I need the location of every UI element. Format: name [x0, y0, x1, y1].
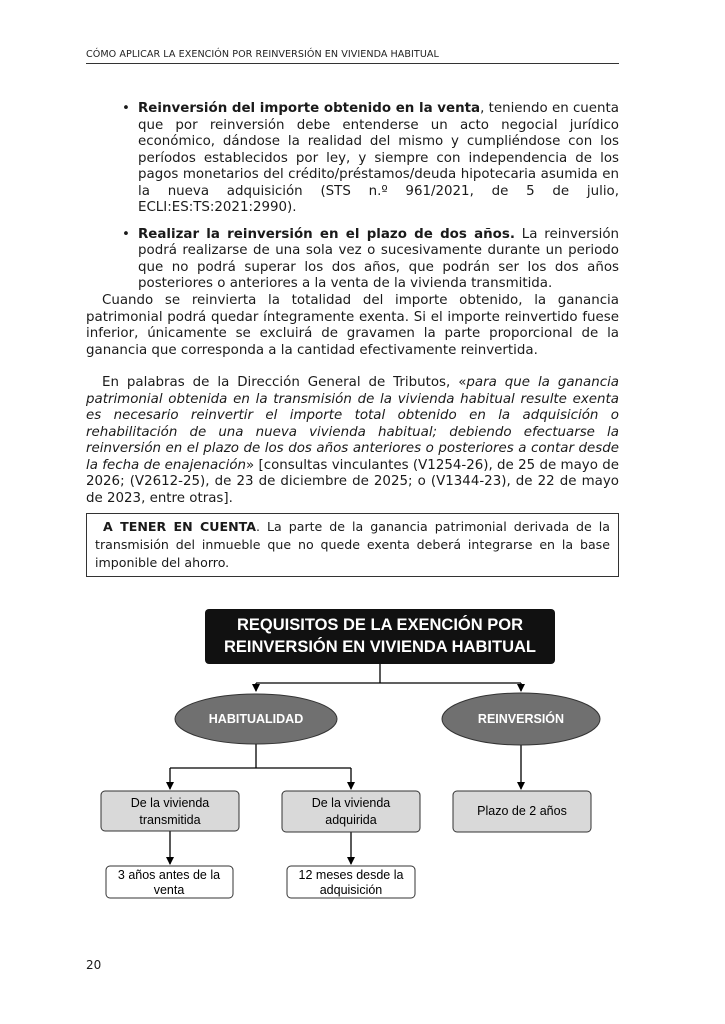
anos-label-1: 3 años antes de la	[117, 868, 221, 882]
note-text: . La parte de la ganancia patrimonial derivada de la transmisión del inmueble que no quede exenta deberá integrarse en la base imponible del ahorro.	[95, 519, 610, 570]
bullet-heading: Realizar la reinversión en el plazo de dos años.	[138, 226, 515, 242]
paragraph-full-reinvestment: Cuando se reinvierta la totalidad del importe obtenido, la ganancia patrimonial podrá quedar íntegramente exenta. Si el importe reinvertido fuese inferior, únicamente se excluirá de gravamen la parte proporcional de la ganancia que corresponda a la cantidad efectivamente reinvertida.	[86, 293, 619, 358]
bullet-icon: •	[122, 101, 130, 116]
diagram-connectors	[170, 664, 521, 864]
running-header: CÓMO APLICAR LA EXENCIÓN POR REINVERSIÓN EN VIVIENDA HABITUAL	[86, 49, 619, 64]
plazo-label: Plazo de 2 años	[477, 804, 567, 818]
anos-label-2: venta	[153, 883, 185, 897]
quote-intro: En palabras de la Dirección General de Tributos, «	[102, 375, 467, 390]
adquirida-label-2: adquirida	[325, 813, 377, 827]
quote-references: » [consultas vinculantes (V1254-26), de 25 de mayo de 2026; (V2612-25), de 23 de diciembre de 2025; o (V1344-23), de 22 de mayo de 2023, entre otras].	[86, 457, 619, 506]
bullet-text: La reinversión podrá realizarse de una sola vez o sucesivamente durante un periodo que no podrá superar los dos años, que podrán ser los dos años posteriores o anteriores a la venta de la vivienda transmitida.	[138, 226, 619, 291]
page-number: 20	[86, 958, 102, 972]
bullet-heading: Reinversión del importe obtenido en la venta	[138, 101, 481, 116]
diagram-title-line2: REINVERSIÓN EN VIVIENDA HABITUAL	[223, 638, 537, 656]
adquirida-label-1: De la vivienda	[311, 796, 391, 810]
diagram-title-line1: REQUISITOS DE LA EXENCIÓN POR	[236, 616, 524, 634]
transmitida-label-1: De la vivienda	[130, 796, 210, 810]
meses-label-2: adquisición	[319, 883, 383, 897]
reinversion-label: REINVERSIÓN	[477, 712, 565, 726]
note-label: A TENER EN CUENTA	[103, 519, 257, 534]
meses-label-1: 12 meses desde la	[298, 868, 404, 882]
quote-text: para que la ganancia patrimonial obtenida en la transmisión de la vivienda habitual resulte exenta es necesario reinvertir el importe total obtenido en la adquisición o rehabilitación de una nueva vivienda habitual; debiendo efectuarse la reinversión en el plazo de los dos años anteriores o posteriores a contar desde la fecha de enajenación	[86, 375, 620, 473]
transmitida-label-2: transmitida	[139, 813, 201, 827]
bullet-icon: •	[122, 226, 130, 242]
bullet-text: , teniendo en cuenta que por reinversión debe entenderse un acto negocial jurídico económico, dándose la realidad del mismo y cumpliéndose con los períodos establecidos por ley, y siempre con independencia de los pagos monetarios del crédito/préstamos/deuda hipotecaria asumida en la nueva adquisición (STS n.º 961/2021, de 5 de julio, ECLI:ES:TS:2021:2990).	[138, 101, 619, 215]
habitualidad-label: HABITUALIDAD	[208, 712, 304, 726]
